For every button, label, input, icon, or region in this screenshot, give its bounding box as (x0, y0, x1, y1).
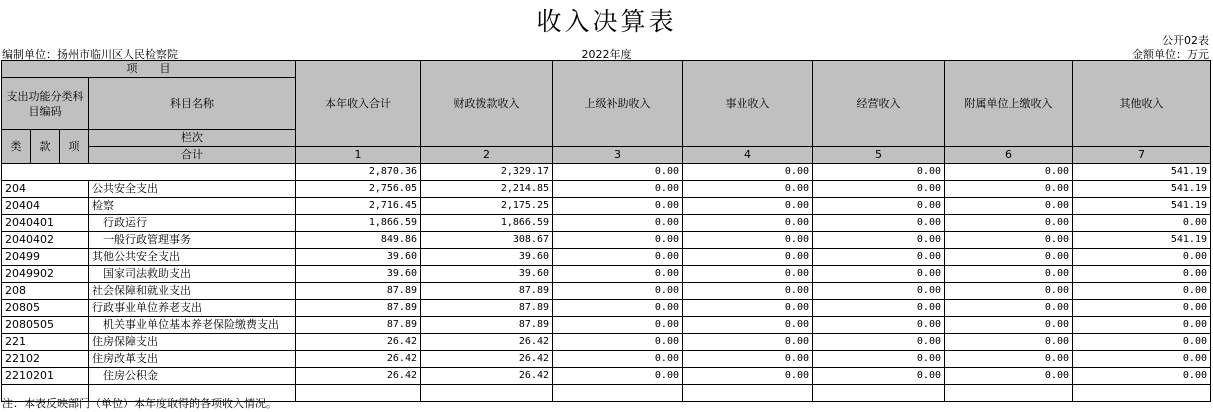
row-value-6: 0.00 (945, 300, 1073, 317)
row-value-2: 1,866.59 (421, 215, 553, 232)
row-value-3: 0.00 (553, 215, 683, 232)
row-value-6: 0.00 (945, 283, 1073, 300)
income-table (1, 60, 1211, 402)
col-num-7: 7 (1073, 147, 1211, 164)
row-name: 行政运行 (89, 215, 296, 232)
row-name: 住房改革支出 (89, 351, 296, 368)
empty-cell (945, 385, 1073, 402)
header-xiangmu: 项 目 (2, 61, 296, 78)
table-row (2, 232, 1211, 249)
empty-cell (1073, 385, 1211, 402)
row-value-5: 0.00 (813, 198, 945, 215)
row-value-5: 0.00 (813, 215, 945, 232)
table-row (2, 266, 1211, 283)
row-name: 检察 (89, 198, 296, 215)
unit-label: 金额单位：万元 (1132, 48, 1209, 61)
row-name: 国家司法救助支出 (89, 266, 296, 283)
row-name: 机关事业单位基本养老保险缴费支出 (89, 317, 296, 334)
row-value-5: 0.00 (813, 317, 945, 334)
row-value-7: 541.19 (1073, 198, 1211, 215)
row-value-5: 0.00 (813, 300, 945, 317)
table-row (2, 215, 1211, 232)
row-value-2: 87.89 (421, 317, 553, 334)
row-value-1: 26.42 (296, 351, 421, 368)
table-number: 公开02表 (1162, 34, 1209, 47)
row-code: 221 (2, 334, 89, 351)
row-value-6: 0.00 (945, 334, 1073, 351)
header-kuan: 款 (31, 130, 60, 164)
row-value-4: 0.00 (683, 283, 813, 300)
row-value-4: 0.00 (683, 198, 813, 215)
header-xiang: 项 (60, 130, 89, 164)
row-value-7: 541.19 (1073, 181, 1211, 198)
row-value-1: 87.89 (296, 317, 421, 334)
total-value-4: 0.00 (683, 164, 813, 181)
row-value-6: 0.00 (945, 351, 1073, 368)
row-value-7: 541.19 (1073, 232, 1211, 249)
row-value-1: 1,866.59 (296, 215, 421, 232)
row-value-6: 0.00 (945, 215, 1073, 232)
row-value-4: 0.00 (683, 181, 813, 198)
row-value-4: 0.00 (683, 266, 813, 283)
row-value-3: 0.00 (553, 198, 683, 215)
row-name: 行政事业单位养老支出 (89, 300, 296, 317)
row-value-2: 26.42 (421, 334, 553, 351)
row-value-4: 0.00 (683, 232, 813, 249)
row-value-5: 0.00 (813, 334, 945, 351)
row-value-7: 0.00 (1073, 351, 1211, 368)
row-value-4: 0.00 (683, 317, 813, 334)
row-value-3: 0.00 (553, 368, 683, 385)
header-lanci: 栏次 (89, 130, 296, 147)
row-code: 208 (2, 283, 89, 300)
row-name: 其他公共安全支出 (89, 249, 296, 266)
row-value-5: 0.00 (813, 181, 945, 198)
col-num-1: 1 (296, 147, 421, 164)
row-name: 住房保障支出 (89, 334, 296, 351)
row-value-1: 39.60 (296, 249, 421, 266)
col-num-5: 5 (813, 147, 945, 164)
header-col-4: 事业收入 (683, 61, 813, 147)
row-value-7: 0.00 (1073, 317, 1211, 334)
total-value-3: 0.00 (553, 164, 683, 181)
table-row (2, 368, 1211, 385)
table-row (2, 351, 1211, 368)
row-value-2: 26.42 (421, 368, 553, 385)
footnote: 注：本表反映部门（单位）本年度取得的各项收入情况。 (2, 397, 277, 410)
row-value-1: 849.86 (296, 232, 421, 249)
total-label-cell (2, 164, 296, 181)
row-code: 20499 (2, 249, 89, 266)
row-value-5: 0.00 (813, 232, 945, 249)
row-code: 20805 (2, 300, 89, 317)
empty-cell (683, 385, 813, 402)
row-value-2: 87.89 (421, 283, 553, 300)
row-value-5: 0.00 (813, 368, 945, 385)
col-num-6: 6 (945, 147, 1073, 164)
row-value-1: 87.89 (296, 283, 421, 300)
row-code: 2080505 (2, 317, 89, 334)
row-value-4: 0.00 (683, 368, 813, 385)
row-value-1: 39.60 (296, 266, 421, 283)
row-value-2: 308.67 (421, 232, 553, 249)
row-value-1: 2,756.05 (296, 181, 421, 198)
row-value-2: 2,214.85 (421, 181, 553, 198)
table-row (2, 334, 1211, 351)
row-value-1: 2,716.45 (296, 198, 421, 215)
total-row (2, 164, 1211, 181)
col-num-3: 3 (553, 147, 683, 164)
org-label: 编制单位：扬州市临川区人民检察院 (2, 48, 178, 61)
row-value-6: 0.00 (945, 181, 1073, 198)
empty-cell (296, 385, 421, 402)
total-value-7: 541.19 (1073, 164, 1211, 181)
col-num-4: 4 (683, 147, 813, 164)
row-name: 一般行政管理事务 (89, 232, 296, 249)
total-value-6: 0.00 (945, 164, 1073, 181)
row-value-2: 26.42 (421, 351, 553, 368)
total-value-5: 0.00 (813, 164, 945, 181)
row-value-1: 87.89 (296, 300, 421, 317)
table-row (2, 198, 1211, 215)
row-value-5: 0.00 (813, 283, 945, 300)
header-col-3: 上级补助收入 (553, 61, 683, 147)
total-value-1: 2,870.36 (296, 164, 421, 181)
row-value-2: 39.60 (421, 266, 553, 283)
row-value-4: 0.00 (683, 334, 813, 351)
row-code: 204 (2, 181, 89, 198)
table-row (2, 181, 1211, 198)
empty-cell (553, 385, 683, 402)
row-value-6: 0.00 (945, 249, 1073, 266)
year-label: 2022年度 (581, 48, 632, 61)
row-value-7: 0.00 (1073, 283, 1211, 300)
row-value-6: 0.00 (945, 317, 1073, 334)
row-value-2: 87.89 (421, 300, 553, 317)
row-value-2: 2,175.25 (421, 198, 553, 215)
table-row (2, 249, 1211, 266)
row-value-5: 0.00 (813, 266, 945, 283)
total-value-2: 2,329.17 (421, 164, 553, 181)
header-col-1: 本年收入合计 (296, 61, 421, 147)
table-row (2, 283, 1211, 300)
row-value-7: 0.00 (1073, 266, 1211, 283)
row-value-3: 0.00 (553, 232, 683, 249)
row-value-7: 0.00 (1073, 368, 1211, 385)
row-value-5: 0.00 (813, 351, 945, 368)
row-code: 2049902 (2, 266, 89, 283)
row-value-1: 26.42 (296, 368, 421, 385)
row-value-3: 0.00 (553, 334, 683, 351)
empty-cell (421, 385, 553, 402)
row-value-5: 0.00 (813, 249, 945, 266)
row-value-6: 0.00 (945, 232, 1073, 249)
row-value-6: 0.00 (945, 198, 1073, 215)
header-name: 科目名称 (89, 78, 296, 130)
row-code: 2210201 (2, 368, 89, 385)
header-col-6: 附属单位上缴收入 (945, 61, 1073, 147)
header-heji: 合计 (89, 147, 296, 164)
page-title: 收入决算表 (536, 7, 677, 36)
header-col-7: 其他收入 (1073, 61, 1211, 147)
table-row (2, 300, 1211, 317)
row-value-3: 0.00 (553, 266, 683, 283)
row-value-7: 0.00 (1073, 215, 1211, 232)
header-col-5: 经营收入 (813, 61, 945, 147)
row-value-3: 0.00 (553, 300, 683, 317)
row-value-3: 0.00 (553, 249, 683, 266)
row-value-4: 0.00 (683, 249, 813, 266)
row-value-6: 0.00 (945, 266, 1073, 283)
header-lei: 类 (2, 130, 31, 164)
row-value-3: 0.00 (553, 317, 683, 334)
row-code: 22102 (2, 351, 89, 368)
row-value-7: 0.00 (1073, 334, 1211, 351)
row-value-3: 0.00 (553, 283, 683, 300)
row-code: 20404 (2, 198, 89, 215)
row-code: 2040401 (2, 215, 89, 232)
row-value-4: 0.00 (683, 215, 813, 232)
row-value-4: 0.00 (683, 351, 813, 368)
row-value-3: 0.00 (553, 351, 683, 368)
header-code-group: 支出功能分类科目编码 (2, 78, 89, 130)
row-name: 公共安全支出 (89, 181, 296, 198)
row-value-7: 0.00 (1073, 249, 1211, 266)
row-value-1: 26.42 (296, 334, 421, 351)
row-value-7: 0.00 (1073, 300, 1211, 317)
row-value-3: 0.00 (553, 181, 683, 198)
col-num-2: 2 (421, 147, 553, 164)
row-name: 住房公积金 (89, 368, 296, 385)
header-col-2: 财政拨款收入 (421, 61, 553, 147)
empty-cell (813, 385, 945, 402)
table-row (2, 317, 1211, 334)
row-name: 社会保障和就业支出 (89, 283, 296, 300)
row-value-6: 0.00 (945, 368, 1073, 385)
row-value-4: 0.00 (683, 300, 813, 317)
row-value-2: 39.60 (421, 249, 553, 266)
row-code: 2040402 (2, 232, 89, 249)
